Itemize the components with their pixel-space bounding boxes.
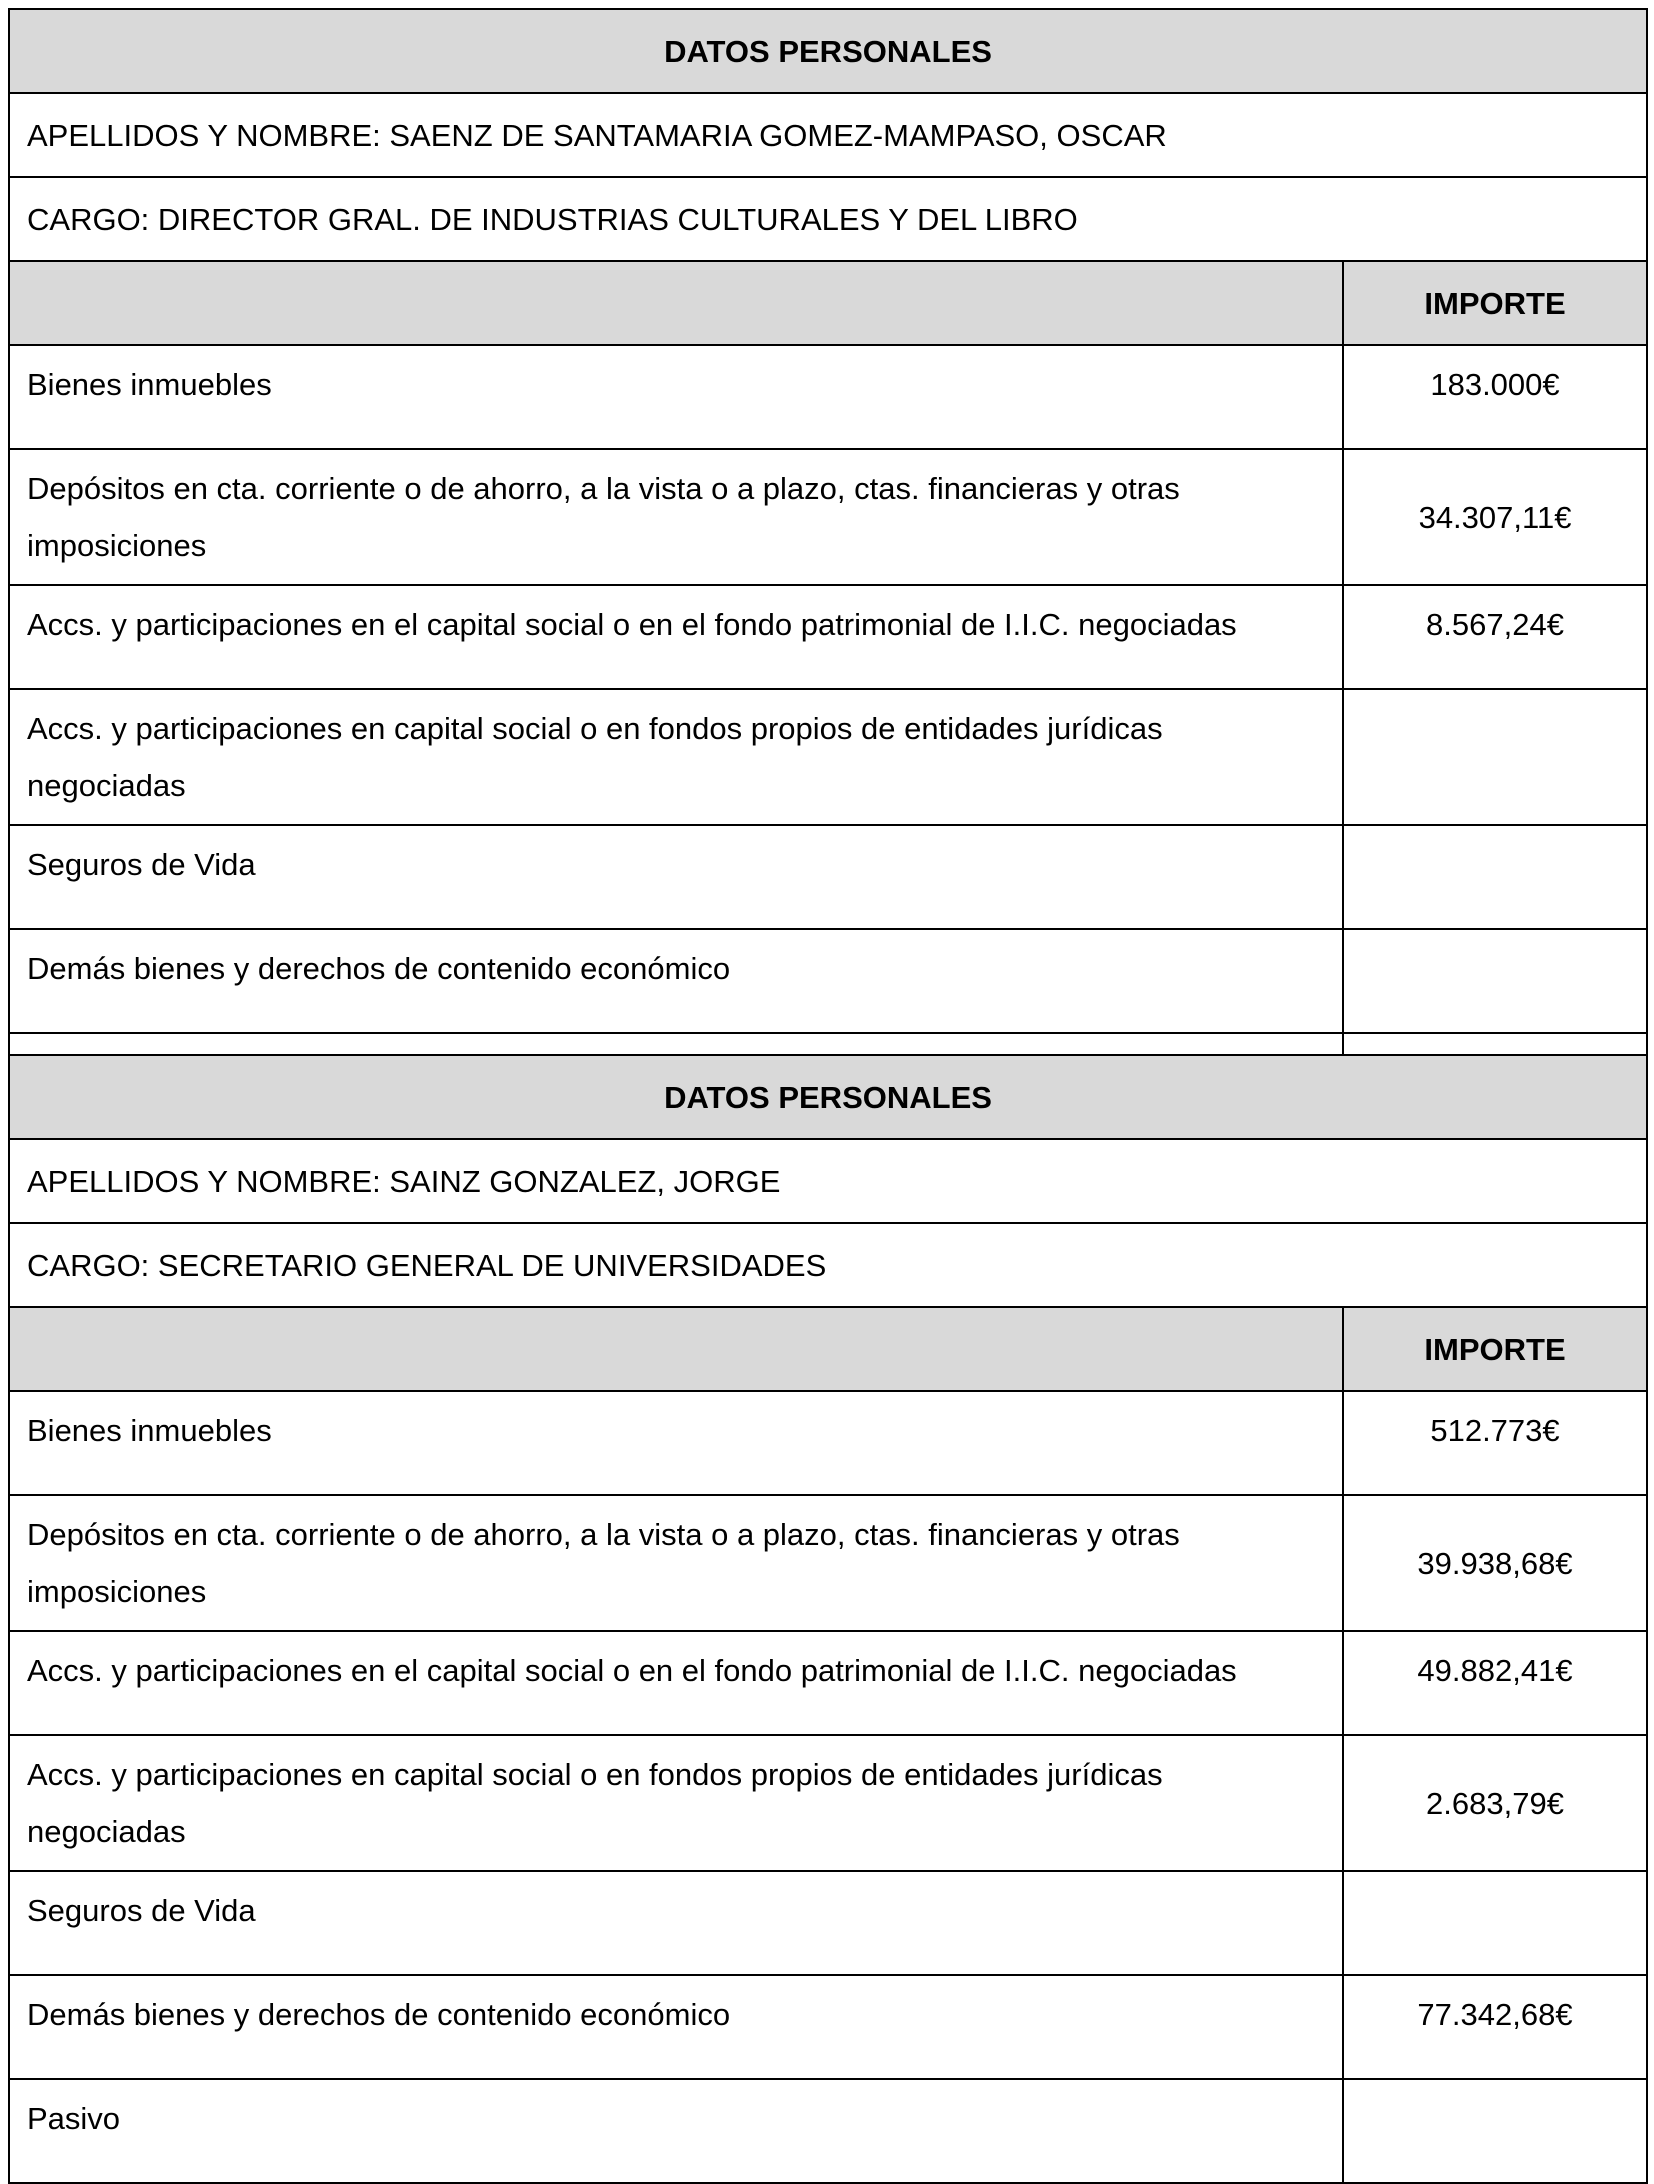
asset-row [9, 585, 1647, 689]
name-row [9, 93, 1647, 177]
asset-amount: 49.882,41€ [1343, 1631, 1647, 1735]
asset-amount: 183.000€ [1343, 345, 1647, 449]
asset-row [9, 929, 1647, 1033]
asset-label: Accs. y participaciones en capital social o en fondos propios de entidades jurídicas negociadas [9, 1735, 1343, 1871]
position-row [9, 177, 1647, 261]
section-title-row [9, 1055, 1647, 1139]
asset-row [9, 689, 1647, 825]
label-column-header [9, 261, 1343, 345]
full-name: APELLIDOS Y NOMBRE: SAINZ GONZALEZ, JORGE [9, 1139, 1647, 1223]
asset-amount [1343, 825, 1647, 929]
asset-label: Accs. y participaciones en el capital social o en el fondo patrimonial de I.I.C. negociadas [9, 1631, 1343, 1735]
amount-column-header: IMPORTE [1343, 261, 1647, 345]
asset-row [9, 345, 1647, 449]
asset-row [9, 1391, 1647, 1495]
asset-row [9, 1735, 1647, 1871]
asset-amount [1343, 2079, 1647, 2183]
asset-amount: 39.938,68€ [1343, 1495, 1647, 1631]
column-header-row [9, 261, 1647, 345]
asset-label: Pasivo [9, 2079, 1343, 2183]
asset-declaration-table [8, 8, 1648, 1138]
full-name: APELLIDOS Y NOMBRE: SAENZ DE SANTAMARIA GOMEZ-MAMPASO, OSCAR [9, 93, 1647, 177]
label-column-header [9, 1307, 1343, 1391]
asset-row [9, 2079, 1647, 2183]
asset-label: Depósitos en cta. corriente o de ahorro, a la vista o a plazo, ctas. financieras y otras imposiciones [9, 1495, 1343, 1631]
asset-label: Demás bienes y derechos de contenido económico [9, 929, 1343, 1033]
asset-row [9, 1975, 1647, 2079]
asset-label: Seguros de Vida [9, 825, 1343, 929]
asset-amount: 34.307,11€ [1343, 449, 1647, 585]
asset-row [9, 825, 1647, 929]
section-title: DATOS PERSONALES [9, 9, 1647, 93]
position-row [9, 1223, 1647, 1307]
asset-amount [1343, 689, 1647, 825]
name-row [9, 1139, 1647, 1223]
asset-label: Bienes inmuebles [9, 345, 1343, 449]
section-title: DATOS PERSONALES [9, 1055, 1647, 1139]
asset-amount [1343, 929, 1647, 1033]
section-title-row [9, 9, 1647, 93]
column-header-row [9, 1307, 1647, 1391]
asset-label: Demás bienes y derechos de contenido económico [9, 1975, 1343, 2079]
asset-row [9, 1871, 1647, 1975]
asset-label: Bienes inmuebles [9, 1391, 1343, 1495]
asset-label: Seguros de Vida [9, 1871, 1343, 1975]
asset-row [9, 1631, 1647, 1735]
position-title: CARGO: SECRETARIO GENERAL DE UNIVERSIDADES [9, 1223, 1647, 1307]
amount-column-header: IMPORTE [1343, 1307, 1647, 1391]
asset-declaration-table [8, 1054, 1648, 2184]
position-title: CARGO: DIRECTOR GRAL. DE INDUSTRIAS CULTURALES Y DEL LIBRO [9, 177, 1647, 261]
asset-label: Accs. y participaciones en capital social o en fondos propios de entidades jurídicas negociadas [9, 689, 1343, 825]
asset-amount [1343, 1871, 1647, 1975]
asset-amount: 77.342,68€ [1343, 1975, 1647, 2079]
asset-amount: 512.773€ [1343, 1391, 1647, 1495]
asset-label: Accs. y participaciones en el capital social o en el fondo patrimonial de I.I.C. negociadas [9, 585, 1343, 689]
asset-row [9, 449, 1647, 585]
asset-amount: 8.567,24€ [1343, 585, 1647, 689]
asset-amount: 2.683,79€ [1343, 1735, 1647, 1871]
asset-row [9, 1495, 1647, 1631]
asset-label: Depósitos en cta. corriente o de ahorro, a la vista o a plazo, ctas. financieras y otras imposiciones [9, 449, 1343, 585]
